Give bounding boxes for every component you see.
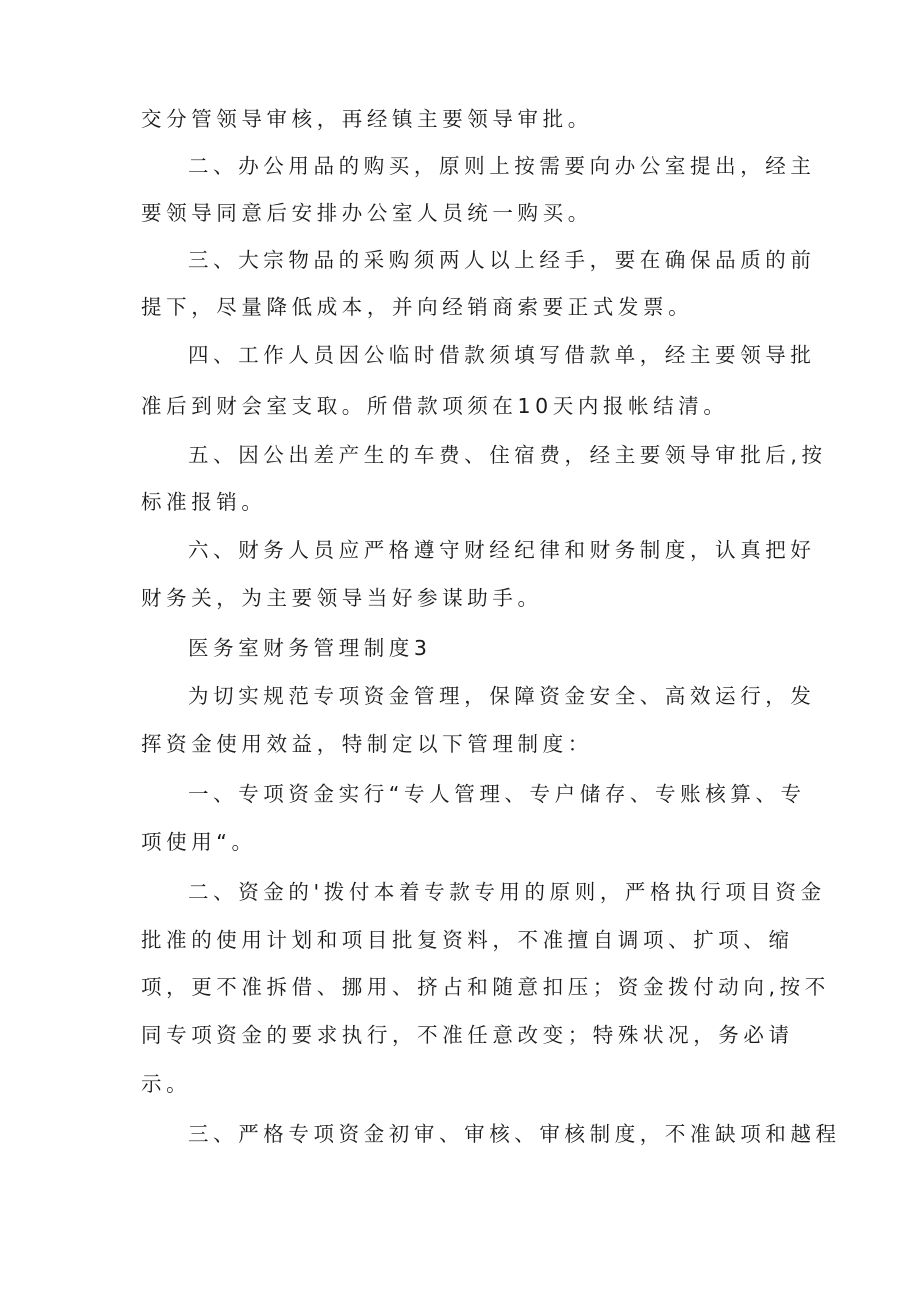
paragraph-line: 项，更不准拆借、挪用、挤占和随意扣压；资金拨付动向,按不	[141, 975, 830, 999]
paragraph-line: 准后到财会室支取。所借款项须在10天内报帐结清。	[141, 394, 729, 418]
paragraph-line: 挥资金使用效益，特制定以下管理制度：	[141, 732, 593, 756]
paragraph-line: 二、资金的'拨付本着专款专用的原则，严格执行项目资金	[188, 880, 826, 904]
paragraph-line: 交分管领导审核，再经镇主要领导审批。	[141, 107, 593, 131]
paragraph-line: 项使用“。	[141, 830, 257, 854]
paragraph-line: 五、因公出差产生的车费、住宿费，经主要领导审批后,按	[188, 443, 827, 467]
paragraph-line: 四、工作人员因公临时借款须填写借款单，经主要领导批	[188, 343, 816, 367]
paragraph-line: 示。	[141, 1072, 192, 1096]
paragraph-line: 财务关，为主要领导当好参谋助手。	[141, 586, 543, 610]
paragraph-line: 三、严格专项资金初审、审核、审核制度，不准缺项和越程	[188, 1122, 841, 1146]
paragraph-line: 要领导同意后安排办公室人员统一购买。	[141, 201, 593, 225]
paragraph-line: 批准的使用计划和项目批复资料，不准擅自调项、扩项、缩	[141, 928, 794, 952]
paragraph-line: 三、大宗物品的采购须两人以上经手，要在确保品质的前	[188, 248, 816, 272]
section-heading: 医务室财务管理制度3	[188, 636, 432, 660]
paragraph-line: 二、办公用品的购买，原则上按需要向办公室提出，经主	[188, 154, 816, 178]
paragraph-line: 一、专项资金实行“专人管理、专户储存、专账核算、专	[188, 782, 806, 806]
paragraph-line: 六、财务人员应严格遵守财经纪律和财务制度，认真把好	[188, 538, 816, 562]
paragraph-line: 为切实规范专项资金管理，保障资金安全、高效运行，发	[188, 684, 816, 708]
paragraph-line: 标准报销。	[141, 490, 267, 514]
paragraph-line: 同专项资金的要求执行，不准任意改变；特殊状况，务必请	[141, 1023, 794, 1047]
paragraph-line: 提下，尽量降低成本，并向经销商索要正式发票。	[141, 295, 694, 319]
